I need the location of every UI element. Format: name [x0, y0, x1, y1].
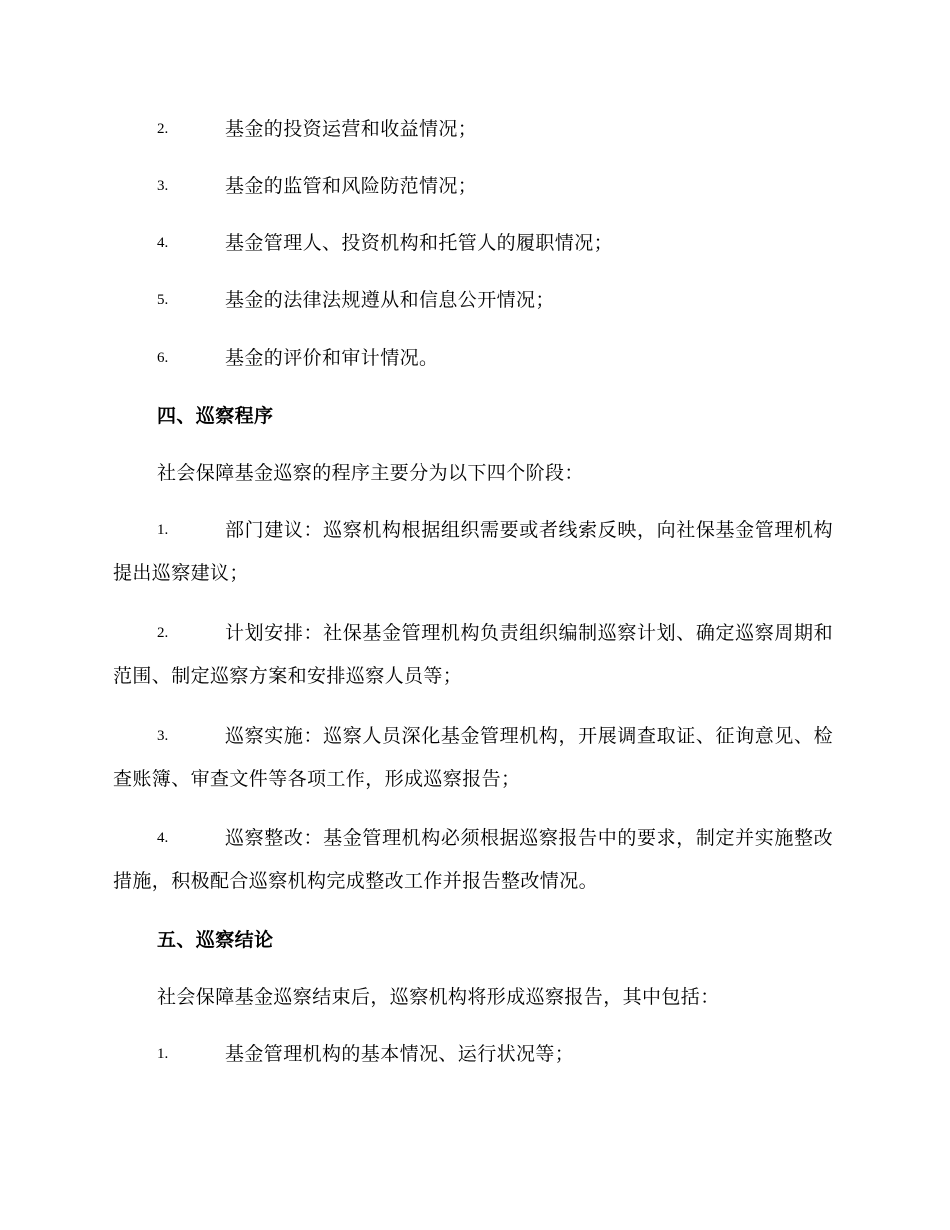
list-item-number: 4.: [157, 235, 169, 251]
list-item-text: 计划安排：社保基金管理机构负责组织编制巡察计划、确定巡察周期和范围、制定巡察方案和安排巡察人员等；: [113, 622, 833, 687]
list-item-number: 3.: [157, 178, 169, 194]
list-item-number: 3.: [157, 728, 169, 744]
list-item-text: 巡察实施：巡察人员深化基金管理机构，开展调查取证、征询意见、检查账簿、审查文件等各项工作，形成巡察报告；: [113, 725, 833, 790]
list-item-text: 基金的法律法规遵从和信息公开情况；: [225, 289, 555, 311]
list-item-number: 1.: [157, 522, 169, 538]
list-item-text: 基金的投资运营和收益情况；: [225, 118, 478, 140]
section-intro: 社会保障基金巡察结束后，巡察机构将形成巡察报告，其中包括：: [157, 986, 720, 1008]
list-item: [113, 279, 833, 322]
list-item: [113, 337, 833, 380]
list-item: [113, 817, 833, 903]
list-item-text: 基金的评价和审计情况。: [225, 347, 439, 369]
list-item: [113, 165, 833, 208]
section-heading: 五、巡察结论: [157, 929, 274, 951]
list-item-text: 部门建议：巡察机构根据组织需要或者线索反映，向社保基金管理机构提出巡察建议；: [113, 519, 833, 584]
list-item: [113, 612, 833, 698]
list-item-number: 5.: [157, 292, 169, 308]
list-item-number: 6.: [157, 350, 169, 366]
section-intro: 社会保障基金巡察的程序主要分为以下四个阶段：: [157, 462, 584, 484]
list-item: [113, 108, 833, 151]
list-item-text: 巡察整改：基金管理机构必须根据巡察报告中的要求，制定并实施整改措施，积极配合巡察机构完成整改工作并报告整改情况。: [113, 827, 833, 892]
section-heading: 四、巡察程序: [157, 405, 274, 427]
list-item-text: 基金管理人、投资机构和托管人的履职情况；: [225, 232, 614, 254]
list-item: [113, 509, 833, 595]
list-item-number: 1.: [157, 1046, 169, 1062]
list-item: [113, 222, 833, 265]
list-item-text: 基金管理机构的基本情况、运行状况等；: [225, 1043, 575, 1065]
list-item-text: 基金的监管和风险防范情况；: [225, 175, 478, 197]
list-item-number: 2.: [157, 121, 169, 137]
list-item-number: 2.: [157, 625, 169, 641]
list-item: [113, 1033, 833, 1076]
list-item-number: 4.: [157, 830, 169, 846]
list-item: [113, 715, 833, 801]
